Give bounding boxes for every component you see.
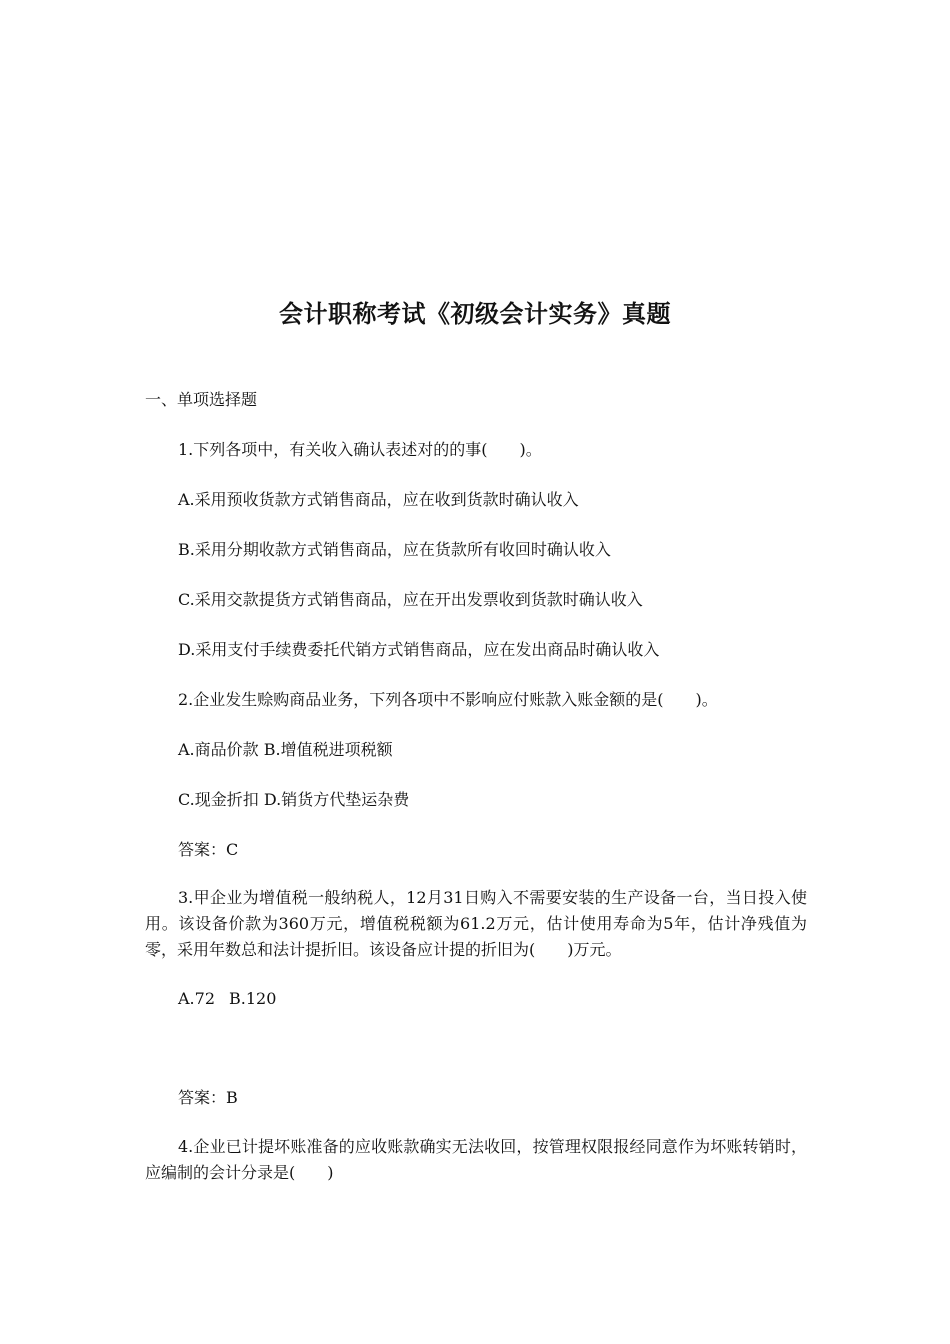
question-1-option-b: B.采用分期收款方式销售商品，应在货款所有收回时确认收入 [178, 540, 611, 559]
question-1-option-d: D.采用支付手续费委托代销方式销售商品，应在发出商品时确认收入 [178, 640, 660, 659]
question-3-stem: 3.甲企业为增值税一般纳税人，12月31日购入不需要安装的生产设备一台，当日投入使用。该设备价款为360万元，增值税税额为61.2万元，估计使用寿命为5年，估计净残值为零，采用年数总和法计提折旧。该设备应计提的折旧为( )万元。 [145, 888, 807, 959]
question-2-options-cd: C.现金折扣 D.销货方代垫运杂费 [178, 790, 410, 809]
question-2-answer: 答案：C [178, 840, 239, 859]
question-1-option-c: C.采用交款提货方式销售商品，应在开出发票收到货款时确认收入 [178, 590, 643, 609]
question-2-stem: 2.企业发生赊购商品业务，下列各项中不影响应付账款入账金额的是( )。 [178, 690, 718, 709]
question-3-option-b: B.120 [229, 989, 277, 1008]
question-4-stem: 4.企业已计提坏账准备的应收账款确实无法收回，按管理权限报经同意作为坏账转销时，应编制的会计分录是( ) [145, 1137, 807, 1182]
question-1-stem: 1.下列各项中，有关收入确认表述对的的事( )。 [178, 440, 542, 459]
question-2-options-ab: A.商品价款 B.增值税进项税额 [178, 740, 393, 759]
question-1-option-a: A.采用预收货款方式销售商品，应在收到货款时确认收入 [178, 490, 579, 509]
document-title: 会计职称考试《初级会计实务》真题 [279, 300, 671, 328]
question-3-answer: 答案：B [178, 1088, 238, 1107]
question-3-option-a: A.72 [178, 989, 215, 1008]
section-heading: 一、单项选择题 [145, 390, 258, 409]
question-3-options [178, 988, 276, 1010]
